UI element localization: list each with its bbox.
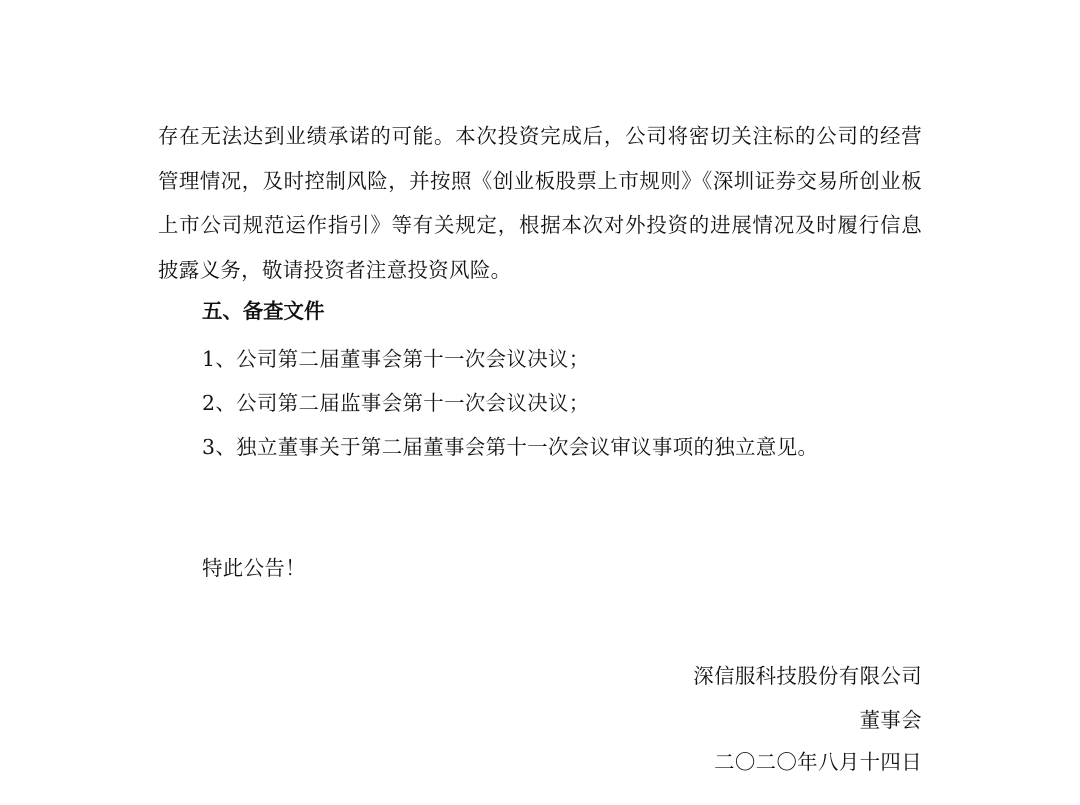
closing-statement: 特此公告！ [202,556,306,580]
reference-item-1: 1、公司第二届董事会第十一次会议决议； [202,347,590,371]
reference-item-3: 3、独立董事关于第二届董事会第十一次会议审议事项的独立意见。 [202,435,819,459]
section-heading: 五、备查文件 [202,299,325,323]
body-paragraph: 存在无法达到业绩承诺的可能。本次投资完成后，公司将密切关注标的公司的经营管理情况，及时控制风险，并按照《创业板股票上市规则》《深圳证券交易所创业板上市公司规范运作指引》等有关规定，根据本次对外投资的进展情况及时履行信息披露义务，敬请投资者注意投资风险。 [158,124,922,282]
reference-item-2: 2、公司第二届监事会第十一次会议决议； [202,391,590,415]
signature-board: 董事会 [859,708,922,732]
signature-date: 二〇二〇年八月十四日 [714,750,922,774]
signature-company: 深信服科技股份有限公司 [693,664,922,688]
